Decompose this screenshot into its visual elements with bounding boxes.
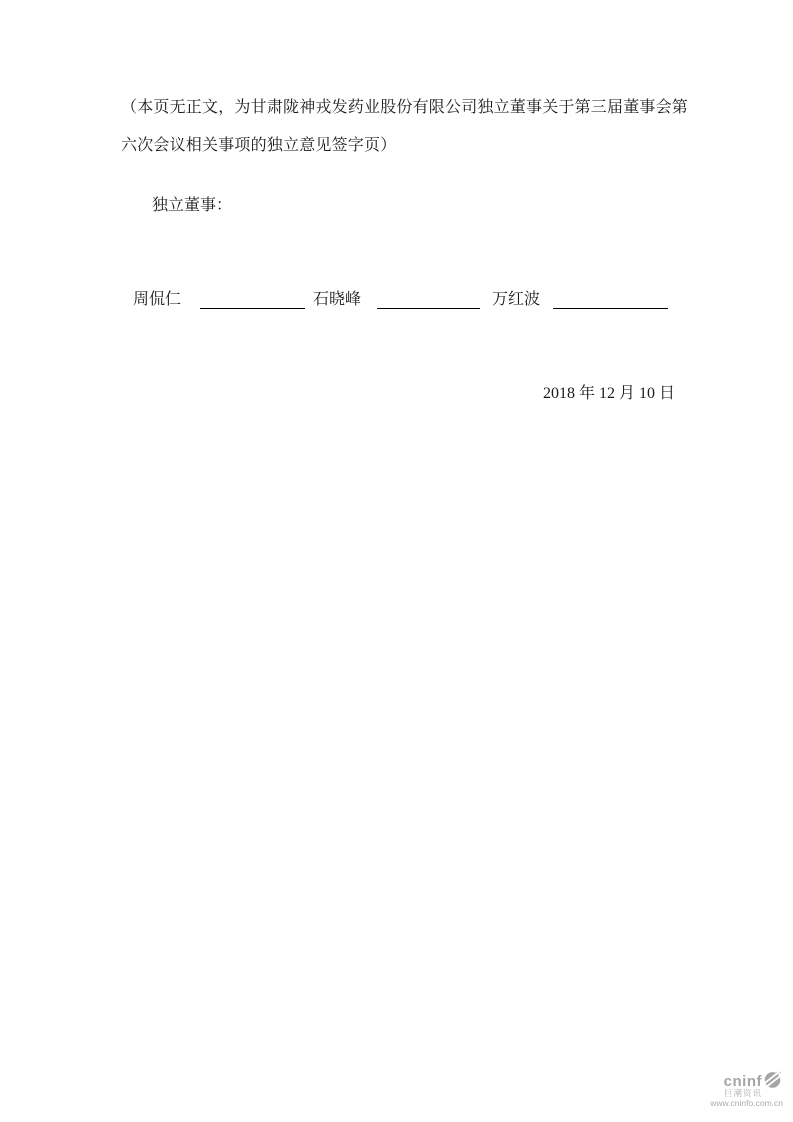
cninfo-globe-swirl-icon (763, 1070, 782, 1094)
paragraph-line-1: （本页无正文，为甘肃陇神戎发药业股份有限公司独立董事关于第三届董事会第 (121, 99, 689, 116)
document-date: 2018 年 12 月 10 日 (543, 385, 676, 402)
cninfo-url: www.cninfo.com.cn (710, 1098, 783, 1108)
cninfo-brand-text: cninf (723, 1073, 762, 1090)
signature-line-2 (377, 308, 480, 309)
signature-line-3 (553, 308, 668, 309)
signature-row (0, 288, 793, 312)
signer-name-2: 石晓峰 (313, 291, 362, 308)
signature-line-1 (200, 308, 305, 309)
independent-directors-label: 独立董事： (152, 197, 233, 214)
signer-name-3: 万红波 (492, 291, 541, 308)
cninfo-chinese-name: 巨潮资讯 (723, 1088, 762, 1098)
signer-name-1: 周侃仁 (133, 291, 182, 308)
paragraph-line-2: 六次会议相关事项的独立意见签字页） (121, 137, 397, 154)
